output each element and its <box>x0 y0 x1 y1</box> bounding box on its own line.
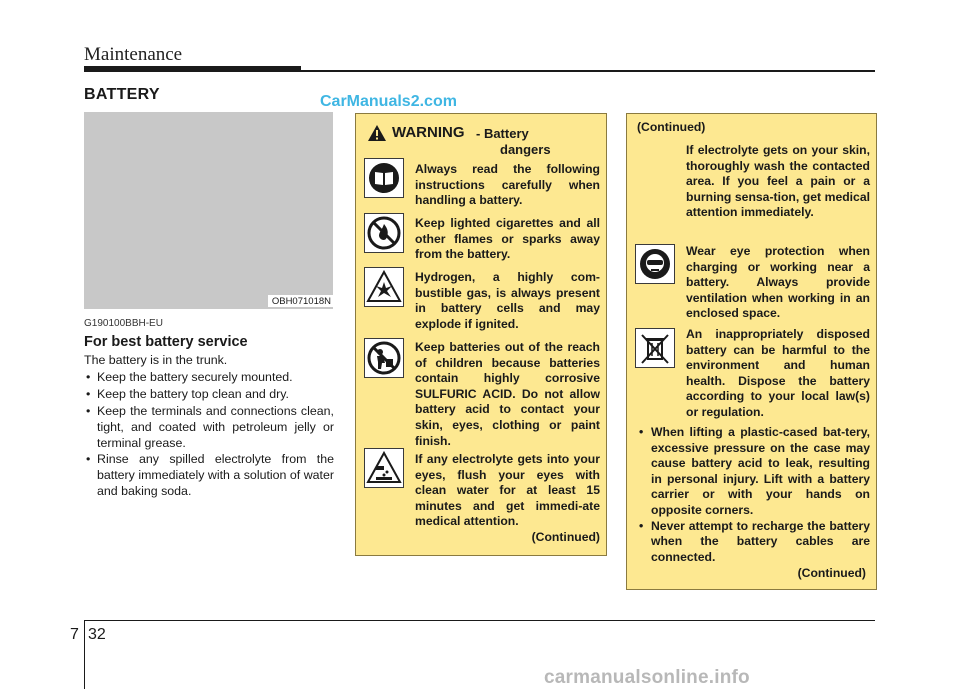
list-item: • Rinse any spilled electrolyte from the battery immediately with a solution of water and baking soda. <box>84 452 334 499</box>
keep-children-away-icon <box>364 338 404 378</box>
warning-item-text: Wear eye protection when charging or working near a battery. Always provide ventilation when working in an enclosed space. <box>686 244 870 321</box>
no-trash-disposal-icon <box>635 328 675 368</box>
explosion-icon <box>364 267 404 307</box>
section-header: Maintenance <box>84 44 183 65</box>
acid-hazard-icon <box>364 448 404 488</box>
warning-icon <box>368 125 386 141</box>
battery-figure <box>84 112 333 309</box>
list-item: • Keep the battery top clean and dry. <box>84 387 334 403</box>
footer-rule <box>84 620 875 621</box>
warning-item-text: Hydrogen, a highly com-bustible gas, is always present in battery cells and may explode if ignited. <box>415 270 600 331</box>
list-item: • When lifting a plastic-cased bat-tery, excessive pressure on the case may cause battery acid to leak, resulting in personal injury. Lift with a battery carrier or with your hands on opposite corners. <box>637 425 870 519</box>
warning-bullet-list <box>637 425 870 565</box>
warning-item-text: Keep lighted cigarettes and all other flames or sparks away from the battery. <box>415 216 600 262</box>
list-item: • Keep the terminals and connections clean, tight, and coated with petroleum jelly or terminal grease. <box>84 404 334 451</box>
warning-box <box>355 113 607 556</box>
warning-box-continued <box>626 113 877 590</box>
watermark: CarManuals2.com <box>320 93 457 110</box>
no-flame-icon <box>364 213 404 253</box>
footer-divider <box>84 620 85 689</box>
site-watermark: carmanualsonline.info <box>544 667 750 688</box>
page-number: 32 <box>88 626 106 643</box>
warning-item-text: If electrolyte gets on your skin, thoroughly wash the contacted area. If you feel a pain or a burning sensa-tion, get medical attention immediately. <box>686 143 870 220</box>
header-bar <box>84 66 301 72</box>
continued-label: (Continued) <box>637 120 706 134</box>
header-rule <box>301 70 875 72</box>
warning-item-text: Always read the following instructions carefully when handling a battery. <box>415 162 600 208</box>
reference-code: G190100BBH-EU <box>84 318 163 329</box>
intro-lead: The battery is in the trunk. <box>84 352 228 367</box>
continued-label: (Continued) <box>531 529 600 544</box>
figure-code: OBH071018N <box>268 295 333 307</box>
warning-item-text: An inappropriately disposed battery can be harmful to the environment and human health. Dispose the battery according to your local law(s) or regulation. <box>686 327 870 419</box>
care-list <box>84 370 334 499</box>
eye-protection-icon <box>635 244 675 284</box>
list-item: • Never attempt to recharge the battery when the battery cables are connected. <box>637 519 870 566</box>
warning-label: WARNING <box>392 124 465 141</box>
manual-book-icon <box>364 158 404 198</box>
intro-text <box>84 316 334 501</box>
warning-subtitle: - Battery dangers <box>476 126 551 157</box>
list-item: • Keep the battery securely mounted. <box>84 370 334 386</box>
page-title: BATTERY <box>84 86 160 103</box>
chapter-number: 7 <box>70 626 79 643</box>
subheading: For best battery service <box>84 333 248 350</box>
warning-item-text: If any electrolyte gets into your eyes, flush your eyes with clean water for at least 15 minutes and get immedi-ate medical attention. (Continued) <box>415 452 600 544</box>
warning-item-text: Keep batteries out of the reach of children because batteries contain highly corrosive SULFURIC ACID. Do not allow battery acid to contact your skin, eyes, clothing or paint finish. <box>415 340 600 448</box>
continued-label: (Continued) <box>797 566 866 580</box>
